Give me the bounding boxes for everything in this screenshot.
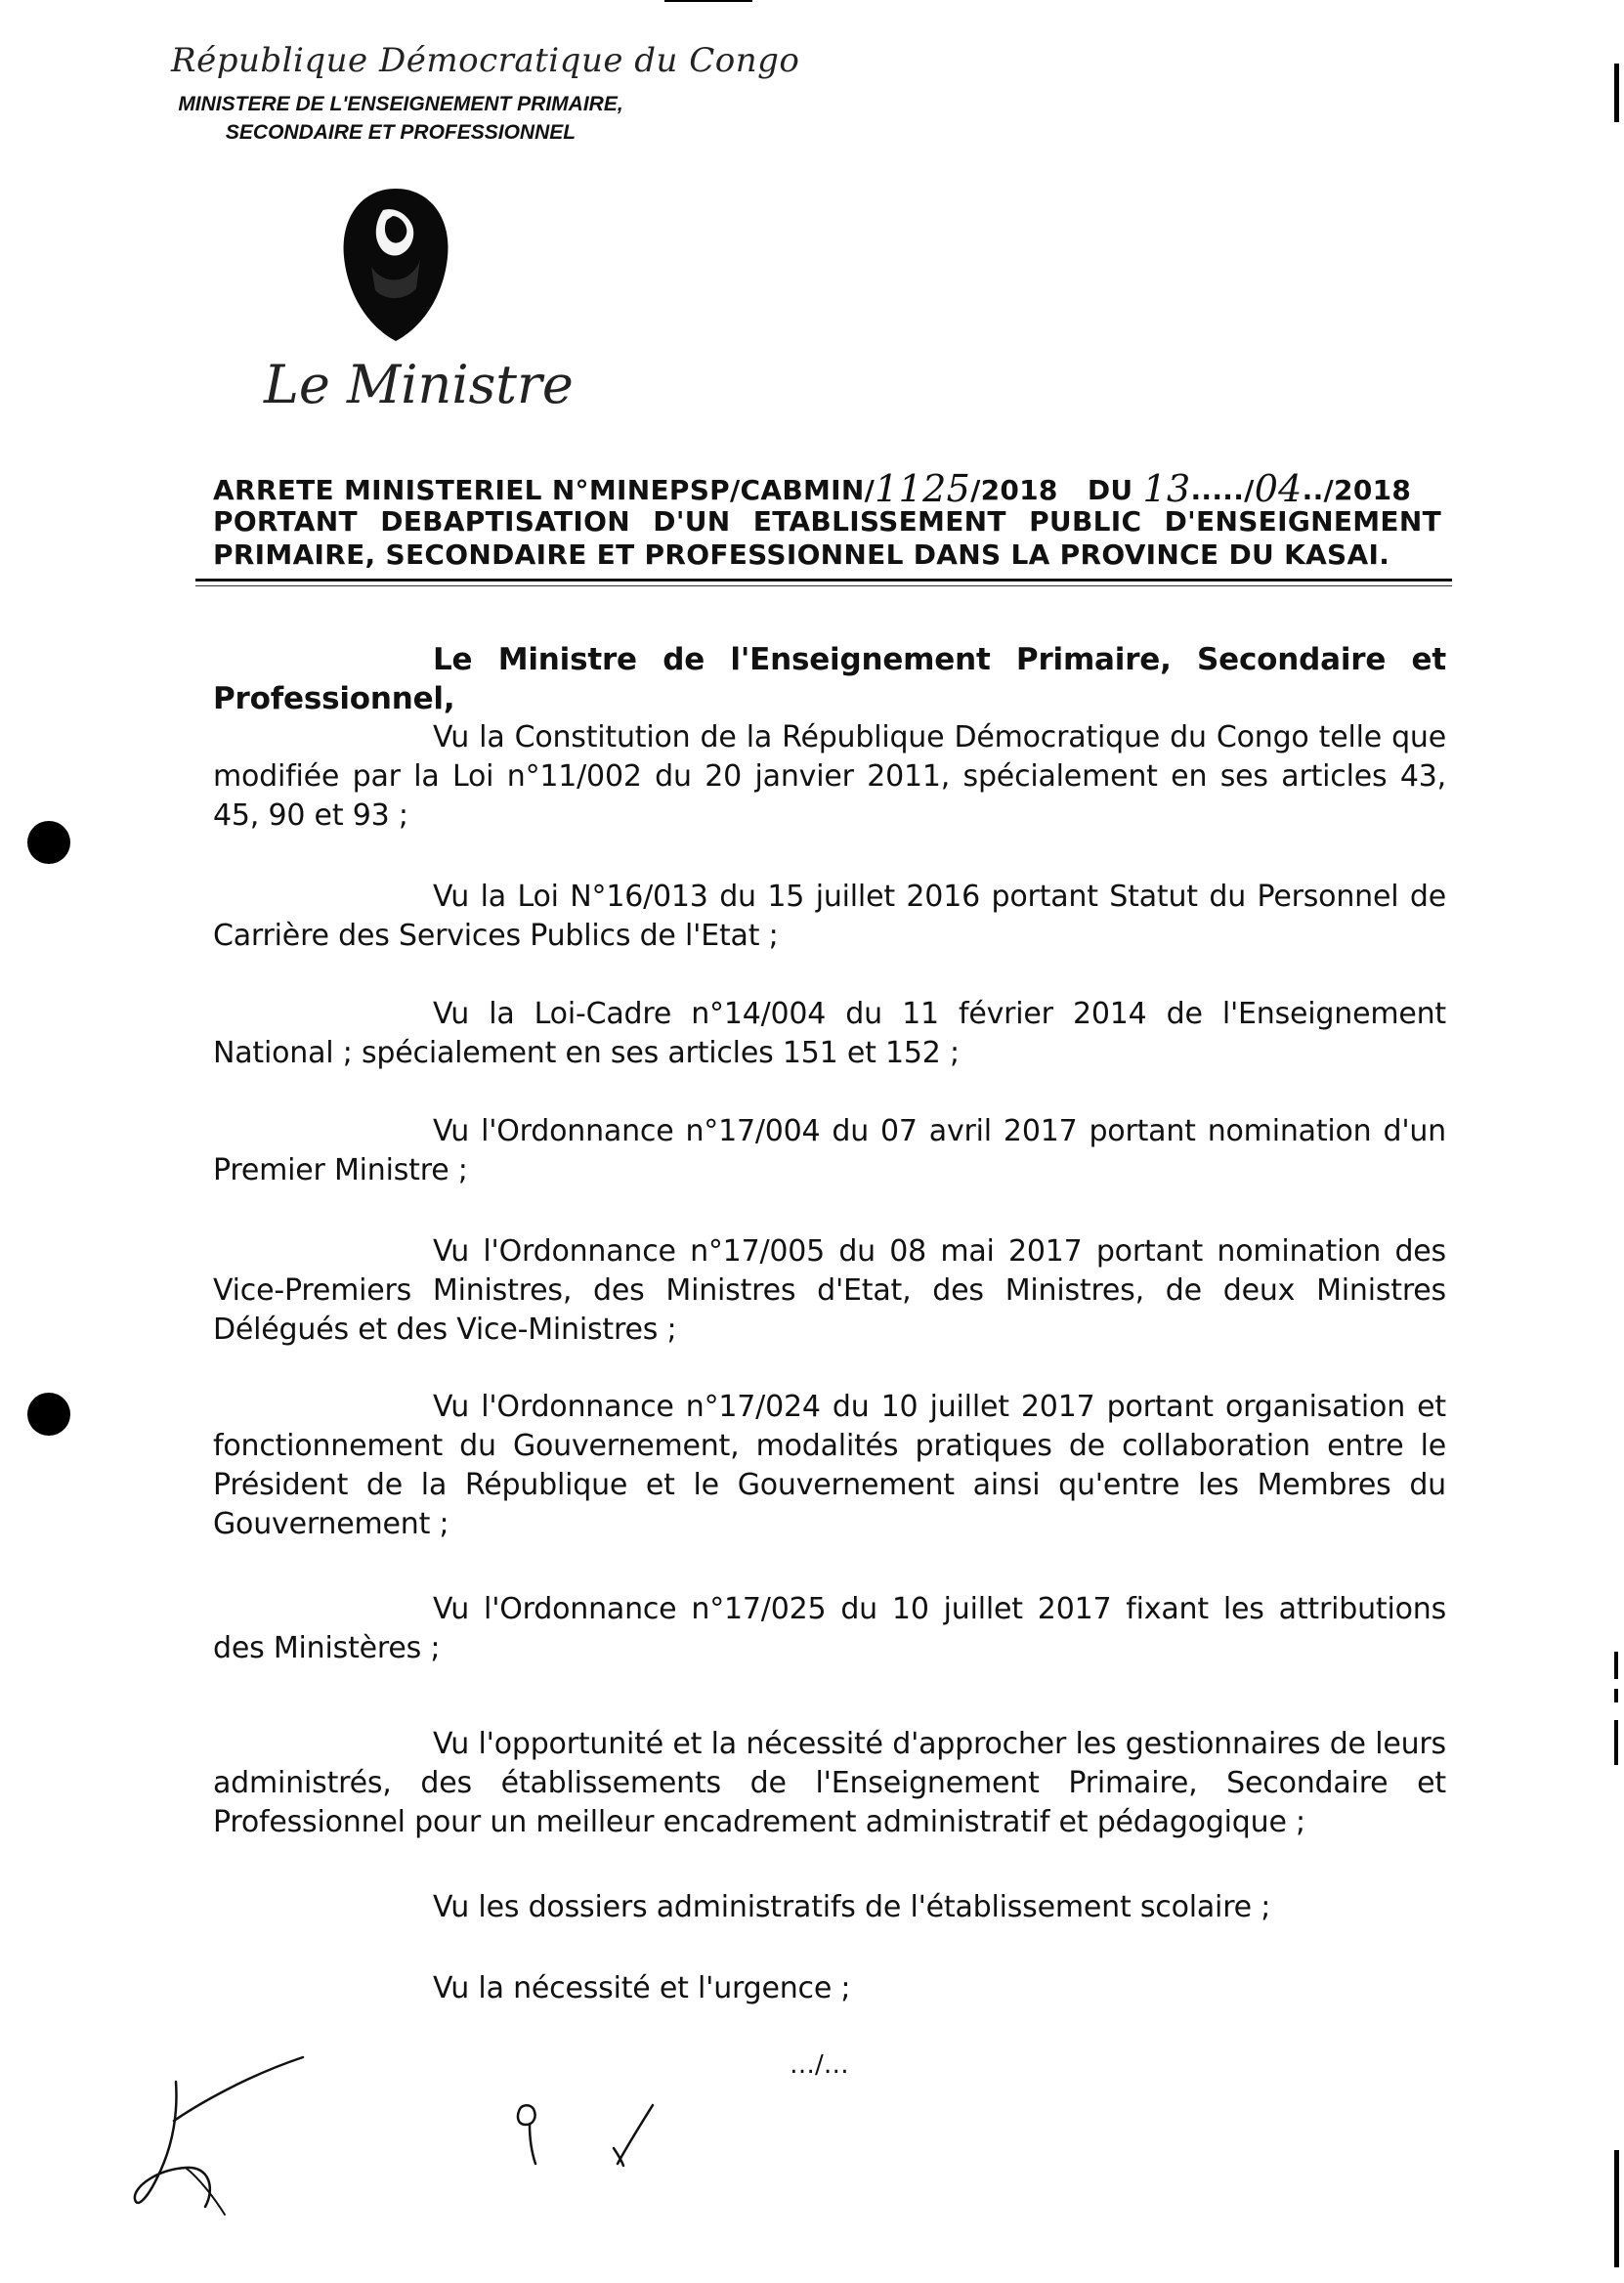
decree-date-separator: ...../ <box>1190 474 1255 506</box>
considerant-loi-statut <box>213 878 1446 956</box>
decree-subject-line1: PORTANT DEBAPTISATION D'UN ETABLISSEMENT PUBLIC D'ENSEIGNEMENT <box>213 505 1441 538</box>
decree-number-handwritten: 1125 <box>875 467 971 510</box>
minister-name-line2: Professionnel, <box>213 681 455 716</box>
considerant-text: Vu la nécessité et l'urgence ; <box>433 1971 851 2005</box>
considerant-text: Vu l'Ordonnance n°17/025 du 10 juillet 2017 fixant les attributions des Ministères ; <box>213 1592 1446 1665</box>
page-continuation-marker: …/… <box>790 2050 849 2080</box>
ministry-name-line2: SECONDAIRE ET PROFESSIONNEL <box>225 121 577 144</box>
considerant-text: Vu la Loi N°16/013 du 15 juillet 2016 portant Statut du Personnel de Carrière des Services Publics de l'Etat ; <box>213 880 1446 953</box>
decree-subject-line2: PRIMAIRE, SECONDAIRE ET PROFESSIONNEL DANS LA PROVINCE DU KASAI. <box>213 538 1390 571</box>
considerant-constitution <box>213 718 1446 836</box>
scan-edge-mark <box>1614 2150 1619 2267</box>
decree-year: /2018 DU <box>970 474 1143 506</box>
considerant-ordonnance-gouvernement <box>213 1232 1446 1350</box>
scan-top-mark <box>664 0 752 2</box>
congo-leopard-emblem-icon <box>322 181 469 347</box>
signature-paraph-middle <box>508 2091 567 2170</box>
ministry-name-line1: MINISTERE DE L'ENSEIGNEMENT PRIMAIRE, <box>178 93 623 115</box>
considerant-opportunite <box>213 1725 1446 1842</box>
decree-date-year: ../2018 <box>1302 474 1412 506</box>
decree-number-line <box>213 467 1441 510</box>
signature-paraph-right <box>606 2101 664 2170</box>
considerant-text: Vu les dossiers administratifs de l'établissement scolaire ; <box>433 1890 1271 1924</box>
scan-edge-mark <box>1614 64 1619 122</box>
minister-title: Le Ministre <box>264 354 574 415</box>
considerant-text: Vu la Constitution de la République Démocratique du Congo telle que modifiée par la Loi n°11/002 du 20 janvier 2011, spécialement en ses articles 43, 45, 90 et 93 ; <box>213 720 1446 833</box>
considerant-dossiers <box>213 1888 1446 1927</box>
republic-header: République Démocratique du Congo <box>171 41 800 80</box>
scan-edge-mark <box>1614 1689 1618 1702</box>
minister-name-line1: Le Ministre de l'Enseignement Primaire, Secondaire et <box>433 642 1446 677</box>
decree-number-prefix: ARRETE MINISTERIEL N°MINEPSP/CABMIN/ <box>213 474 876 506</box>
decree-day-handwritten: 13 <box>1142 467 1191 510</box>
considerant-text: Vu la Loi-Cadre n°14/004 du 11 février 2014 de l'Enseignement National ; spécialement en ses articles 151 et 152 ; <box>213 997 1446 1070</box>
scan-edge-mark <box>1614 1720 1618 1765</box>
punch-hole-top <box>27 821 70 864</box>
title-underline-thin <box>195 585 1452 586</box>
punch-hole-bottom <box>27 1393 70 1436</box>
considerant-ordonnance-premier-ministre <box>213 1112 1446 1190</box>
considerant-text: Vu l'Ordonnance n°17/004 du 07 avril 2017 portant nomination d'un Premier Ministre ; <box>213 1114 1446 1187</box>
decree-month-handwritten: 04 <box>1254 467 1303 510</box>
considerant-text: Vu l'Ordonnance n°17/005 du 08 mai 2017 portant nomination des Vice-Premiers Ministres, des Ministres d'Etat, des Ministres, de deux Ministres Délégués et des Vice-Ministres ; <box>213 1234 1446 1347</box>
considerant-text: Vu l'opportunité et la nécessité d'approcher les gestionnaires de leurs administrés, des établissements de l'Enseignement Primaire, Secondaire et Professionnel pour un meilleur encadrement administratif et pédagogique ; <box>213 1727 1446 1839</box>
considerant-ordonnance-fonctionnement <box>213 1388 1446 1544</box>
considerant-ordonnance-attributions <box>213 1590 1446 1668</box>
signature-initials-left <box>117 2052 332 2218</box>
considerant-loi-cadre <box>213 995 1446 1073</box>
considerant-urgence <box>213 1969 1446 2008</box>
title-underline <box>195 579 1452 582</box>
scan-edge-mark <box>1614 1652 1618 1679</box>
considerant-text: Vu l'Ordonnance n°17/024 du 10 juillet 2017 portant organisation et fonctionnement du Gouvernement, modalités pratiques de collaboration entre le Président de la République et le Gouvernement ainsi qu'entre les Membres du Gouvernement ; <box>213 1390 1446 1541</box>
